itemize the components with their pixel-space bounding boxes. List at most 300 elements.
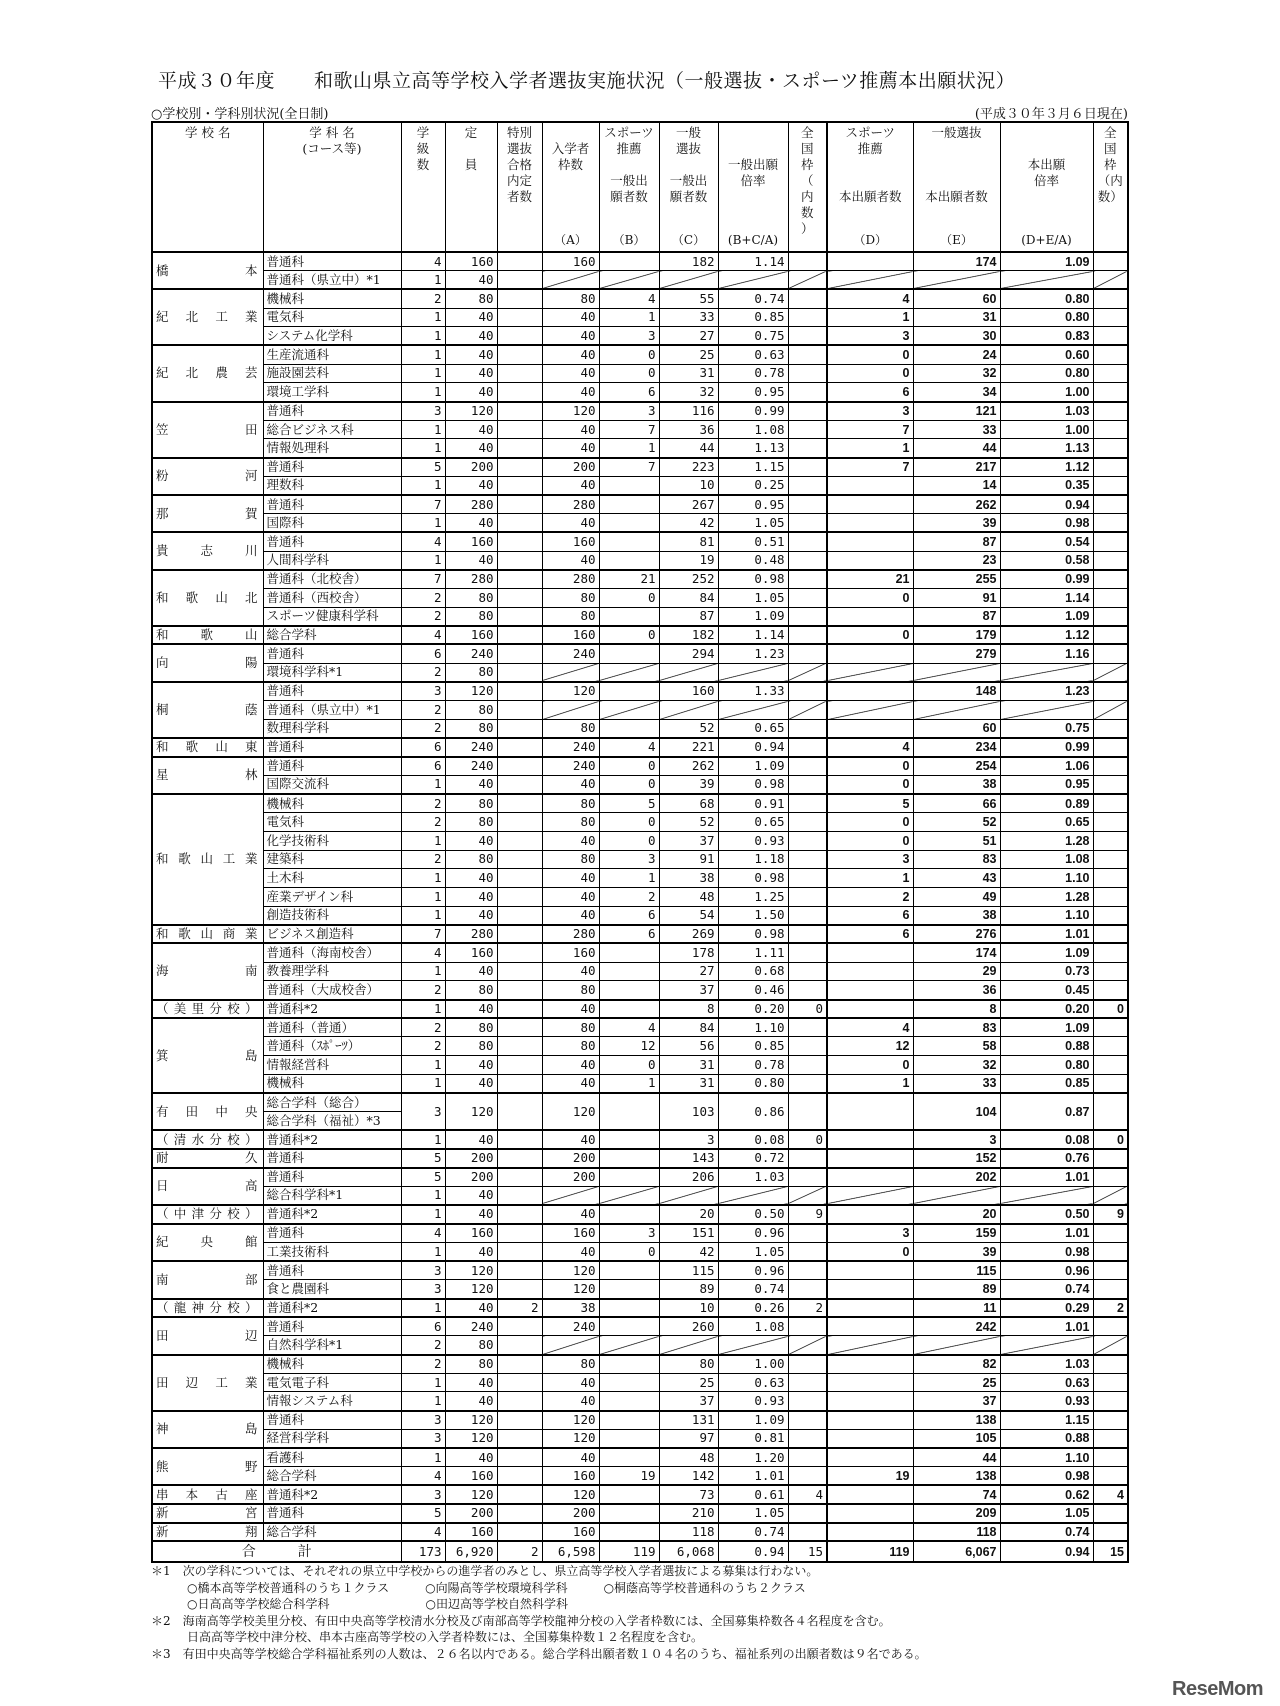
- cell-general-e: 148: [913, 682, 1000, 701]
- cell-quota-a: 120: [542, 402, 599, 421]
- cell-national-1: [788, 476, 827, 495]
- cell-general-e: 43: [913, 869, 1000, 888]
- cell-national-1: [788, 906, 827, 925]
- cell-national-2: [1093, 719, 1128, 738]
- cell-general-c: 97: [659, 1429, 718, 1448]
- cell-national-2: [1093, 1504, 1128, 1523]
- cell-general-e: 234: [913, 738, 1000, 757]
- cell-sports-b: 21: [599, 570, 659, 589]
- school-name: 耐久: [152, 1149, 263, 1168]
- cell-special-admits: [497, 1485, 542, 1504]
- cell-national-1: [788, 495, 827, 514]
- not-applicable-cell: [913, 1336, 1000, 1355]
- cell-capacity: 200: [445, 1168, 497, 1187]
- cell-general-e: 39: [913, 514, 1000, 533]
- cell-national-1: [788, 981, 827, 1000]
- column-header-box: [447, 125, 496, 247]
- cell-ratio-1: 1.20: [718, 1448, 788, 1467]
- cell-special-admits: [497, 327, 542, 346]
- cell-sports-b: [599, 1373, 659, 1392]
- cell-classes: 6: [401, 644, 445, 663]
- cell-special-admits: [497, 850, 542, 869]
- cell-ratio-2: 1.01: [1000, 1168, 1093, 1187]
- department-name: 普通科*2: [263, 1485, 401, 1504]
- cell-quota-a: 240: [542, 757, 599, 776]
- cell-capacity: 40: [445, 831, 497, 850]
- cell-general-c: 37: [659, 831, 718, 850]
- table-row: [152, 962, 1128, 981]
- cell-sports-d: [827, 943, 913, 962]
- cell-ratio-2: 0.35: [1000, 476, 1093, 495]
- cell-ratio-1: 0.61: [718, 1485, 788, 1504]
- cell-sports-d: 0: [827, 345, 913, 364]
- cell-national-2: [1093, 476, 1128, 495]
- cell-national-1: [788, 289, 827, 308]
- cell-classes: 4: [401, 1224, 445, 1243]
- column-header-box: [265, 125, 400, 247]
- cell-sports-d: 3: [827, 1224, 913, 1243]
- cell-national-1: [788, 252, 827, 271]
- cell-national-2: [1093, 1467, 1128, 1486]
- department-name: 普通科: [263, 682, 401, 701]
- cell-national-1: [788, 1224, 827, 1243]
- table-row: [152, 1000, 1128, 1019]
- cell-special-admits: [497, 1355, 542, 1374]
- cell-national-1: [788, 1467, 827, 1486]
- cell-special-admits: [497, 1149, 542, 1168]
- cell-capacity: 40: [445, 1242, 497, 1261]
- cell-ratio-1: 1.03: [718, 1168, 788, 1187]
- cell-ratio-2: 0.80: [1000, 364, 1093, 383]
- cell-general-e: 87: [913, 607, 1000, 626]
- cell-special-admits: [497, 514, 542, 533]
- cell-sports-b: [599, 962, 659, 981]
- cell-special-admits: [497, 271, 542, 290]
- cell-sports-d: 0: [827, 626, 913, 645]
- column-header-box: [154, 125, 262, 247]
- cell-sports-b: 1: [599, 308, 659, 327]
- cell-general-c: 262: [659, 757, 718, 776]
- cell-national-2: [1093, 345, 1128, 364]
- cell-special-admits: [497, 775, 542, 794]
- department-name: 情報経営科: [263, 1056, 401, 1075]
- cell-national-2: [1093, 682, 1128, 701]
- cell-general-c: 116: [659, 402, 718, 421]
- cell-sports-b: [599, 644, 659, 663]
- cell-sports-b: 6: [599, 925, 659, 944]
- cell-general-c: 3: [659, 1130, 718, 1149]
- cell-sports-b: [599, 1168, 659, 1187]
- cell-general-e: 60: [913, 719, 1000, 738]
- cell-national-2: [1093, 1429, 1128, 1448]
- cell-sports-b: [599, 1429, 659, 1448]
- cell-general-e: 118: [913, 1523, 1000, 1542]
- cell-national-2: [1093, 458, 1128, 477]
- not-applicable-cell: [599, 663, 659, 682]
- cell-sports-b: 5: [599, 794, 659, 813]
- cell-special-admits: [497, 887, 542, 906]
- cell-sports-b: 119: [599, 1541, 659, 1562]
- table-caption: ○学校別・学科別状況(全日制): [151, 107, 329, 122]
- cell-capacity: 120: [445, 1485, 497, 1504]
- cell-capacity: 40: [445, 775, 497, 794]
- cell-quota-a: 120: [542, 1411, 599, 1430]
- cell-capacity: 80: [445, 794, 497, 813]
- column-header: [152, 122, 263, 252]
- cell-general-e: 24: [913, 345, 1000, 364]
- cell-ratio-2: 0.45: [1000, 981, 1093, 1000]
- cell-ratio-2: 0.58: [1000, 551, 1093, 570]
- cell-ratio-2: 1.09: [1000, 252, 1093, 271]
- cell-special-admits: [497, 869, 542, 888]
- cell-classes: 2: [401, 719, 445, 738]
- cell-general-c: 25: [659, 345, 718, 364]
- cell-sports-b: [599, 1392, 659, 1411]
- cell-classes: 4: [401, 532, 445, 551]
- department-name: 環境工学科: [263, 383, 401, 402]
- cell-classes: 1: [401, 383, 445, 402]
- cell-quota-a: 200: [542, 1149, 599, 1168]
- cell-ratio-2: 0.94: [1000, 495, 1093, 514]
- cell-classes: 7: [401, 495, 445, 514]
- not-applicable-cell: [1093, 663, 1128, 682]
- cell-ratio-2: 0.98: [1000, 1242, 1093, 1261]
- school-name: 和歌山: [152, 626, 263, 645]
- cell-capacity: 240: [445, 1317, 497, 1336]
- cell-quota-a: 200: [542, 458, 599, 477]
- cell-classes: 2: [401, 588, 445, 607]
- school-name: 粉河: [152, 458, 263, 495]
- cell-national-2: [1093, 981, 1128, 1000]
- cell-general-e: 179: [913, 626, 1000, 645]
- cell-sports-d: [827, 1392, 913, 1411]
- not-applicable-cell: [659, 1336, 718, 1355]
- cell-national-1: [788, 364, 827, 383]
- cell-sports-b: [599, 1523, 659, 1542]
- school-name: 貴志川: [152, 532, 263, 569]
- cell-capacity: 200: [445, 1149, 497, 1168]
- table-row: [152, 1411, 1128, 1430]
- cell-general-c: 19: [659, 551, 718, 570]
- school-name: 那賀: [152, 495, 263, 532]
- cell-capacity: 280: [445, 570, 497, 589]
- cell-sports-d: [827, 719, 913, 738]
- cell-capacity: 200: [445, 1504, 497, 1523]
- department-name: 生産流通科: [263, 345, 401, 364]
- column-header: [401, 122, 445, 252]
- cell-national-2: [1093, 962, 1128, 981]
- cell-national-1: [788, 532, 827, 551]
- cell-capacity: 40: [445, 887, 497, 906]
- table-row: [152, 1242, 1128, 1261]
- cell-national-2: [1093, 327, 1128, 346]
- cell-national-2: [1093, 420, 1128, 439]
- cell-sports-d: [827, 532, 913, 551]
- cell-ratio-2: 0.89: [1000, 794, 1093, 813]
- school-name: 南部: [152, 1261, 263, 1298]
- cell-capacity: 40: [445, 420, 497, 439]
- cell-capacity: 80: [445, 1037, 497, 1056]
- cell-national-2: [1093, 831, 1128, 850]
- cell-general-e: 58: [913, 1037, 1000, 1056]
- cell-ratio-1: 0.98: [718, 570, 788, 589]
- cell-national-2: 2: [1093, 1299, 1128, 1318]
- cell-quota-a: 80: [542, 1355, 599, 1374]
- cell-sports-b: 7: [599, 420, 659, 439]
- cell-special-admits: [497, 1093, 542, 1130]
- table-row: [152, 663, 1128, 682]
- cell-sports-d: 0: [827, 813, 913, 832]
- cell-sports-b: [599, 532, 659, 551]
- school-name: 橋本: [152, 252, 263, 289]
- department-name: 自然科学科*1: [263, 1336, 401, 1355]
- cell-classes: 1: [401, 514, 445, 533]
- cell-ratio-2: 1.03: [1000, 402, 1093, 421]
- cell-ratio-1: 1.09: [718, 1411, 788, 1430]
- table-row: [152, 308, 1128, 327]
- not-applicable-cell: [718, 1336, 788, 1355]
- cell-national-2: [1093, 1261, 1128, 1280]
- cell-ratio-1: 1.05: [718, 514, 788, 533]
- table-row: [152, 1448, 1128, 1467]
- cell-special-admits: [497, 794, 542, 813]
- cell-general-c: 178: [659, 943, 718, 962]
- table-row: [152, 271, 1128, 290]
- cell-quota-a: 40: [542, 1373, 599, 1392]
- cell-national-1: [788, 551, 827, 570]
- cell-ratio-1: 1.15: [718, 458, 788, 477]
- cell-ratio-2: 1.09: [1000, 1018, 1093, 1037]
- department-name: 国際交流科: [263, 775, 401, 794]
- cell-classes: 1: [401, 1392, 445, 1411]
- column-header-label: 一般出願 倍率: [727, 157, 778, 188]
- cell-special-admits: [497, 1242, 542, 1261]
- cell-ratio-1: 1.05: [718, 588, 788, 607]
- cell-general-c: 56: [659, 1037, 718, 1056]
- table-row: [152, 1467, 1128, 1486]
- cell-general-e: 52: [913, 813, 1000, 832]
- cell-ratio-1: 0.85: [718, 1037, 788, 1056]
- not-applicable-cell: [1000, 701, 1093, 720]
- footnote-line: ＊1 次の学科については、それぞれの県立中学校からの進学者のみとし、県立高等学校入学者選抜による募集は行わない。: [151, 1564, 819, 1578]
- school-name: 神島: [152, 1411, 263, 1448]
- table-row: [152, 1056, 1128, 1075]
- table-row: [152, 551, 1128, 570]
- cell-ratio-2: 0.98: [1000, 514, 1093, 533]
- cell-ratio-2: 1.03: [1000, 1355, 1093, 1374]
- cell-national-2: [1093, 906, 1128, 925]
- school-name: （清水分校）: [152, 1130, 263, 1149]
- footnote-line: ＊2 海南高等学校美里分校、有田中央高等学校清水分校及び南部高等学校龍神分校の入学者枠数には、全国募集枠数各４名程度を含む。: [151, 1613, 891, 1628]
- cell-national-1: [788, 1168, 827, 1187]
- cell-general-c: 39: [659, 775, 718, 794]
- cell-general-c: 37: [659, 1392, 718, 1411]
- department-name: 普通科（大成校舎）: [263, 981, 401, 1000]
- not-applicable-cell: [542, 701, 599, 720]
- cell-ratio-2: 1.10: [1000, 906, 1093, 925]
- department-name: 普通科: [263, 644, 401, 663]
- cell-ratio-1: 0.85: [718, 308, 788, 327]
- cell-quota-a: 160: [542, 1224, 599, 1243]
- cell-classes: 1: [401, 364, 445, 383]
- cell-national-2: [1093, 551, 1128, 570]
- cell-ratio-2: 0.74: [1000, 1280, 1093, 1299]
- cell-classes: 1: [401, 775, 445, 794]
- cell-general-c: 31: [659, 1056, 718, 1075]
- table-row: [152, 869, 1128, 888]
- cell-sports-d: [827, 962, 913, 981]
- cell-ratio-2: 0.08: [1000, 1130, 1093, 1149]
- cell-quota-a: 280: [542, 925, 599, 944]
- not-applicable-cell: [913, 663, 1000, 682]
- column-header-box: [1002, 125, 1092, 247]
- cell-sports-b: 7: [599, 458, 659, 477]
- cell-quota-a: 40: [542, 1000, 599, 1019]
- cell-capacity: 80: [445, 719, 497, 738]
- cell-ratio-1: 0.68: [718, 962, 788, 981]
- department-name: 普通科: [263, 738, 401, 757]
- cell-national-2: [1093, 1355, 1128, 1374]
- cell-special-admits: [497, 813, 542, 832]
- cell-ratio-2: 1.01: [1000, 925, 1093, 944]
- department-name: 普通科（西校舎）: [263, 588, 401, 607]
- cell-capacity: 80: [445, 701, 497, 720]
- cell-ratio-2: 1.10: [1000, 1448, 1093, 1467]
- table-row: [152, 887, 1128, 906]
- table-row: [152, 794, 1128, 813]
- cell-ratio-2: 1.12: [1000, 626, 1093, 645]
- cell-special-admits: [497, 626, 542, 645]
- cell-capacity: 80: [445, 813, 497, 832]
- not-applicable-cell: [659, 271, 718, 290]
- cell-quota-a: 40: [542, 962, 599, 981]
- cell-capacity: 160: [445, 252, 497, 271]
- cell-general-c: 143: [659, 1149, 718, 1168]
- cell-national-1: 15: [788, 1541, 827, 1562]
- cell-general-e: 87: [913, 532, 1000, 551]
- cell-classes: 4: [401, 626, 445, 645]
- cell-general-c: 206: [659, 1168, 718, 1187]
- cell-national-2: [1093, 850, 1128, 869]
- school-name: 和歌山東: [152, 738, 263, 757]
- cell-classes: 1: [401, 420, 445, 439]
- cell-special-admits: [497, 1000, 542, 1019]
- cell-ratio-1: 0.63: [718, 345, 788, 364]
- cell-sports-d: [827, 514, 913, 533]
- not-applicable-cell: [1093, 1336, 1128, 1355]
- cell-sports-d: 1: [827, 869, 913, 888]
- cell-general-c: 36: [659, 420, 718, 439]
- cell-sports-b: [599, 1280, 659, 1299]
- cell-national-1: [788, 1392, 827, 1411]
- cell-general-c: 37: [659, 981, 718, 1000]
- cell-sports-b: [599, 1000, 659, 1019]
- cell-quota-a: 80: [542, 981, 599, 1000]
- cell-general-c: 48: [659, 887, 718, 906]
- department-name: 情報処理科: [263, 439, 401, 458]
- cell-general-e: 38: [913, 906, 1000, 925]
- cell-national-2: [1093, 1242, 1128, 1261]
- not-applicable-cell: [1000, 271, 1093, 290]
- cell-sports-d: [827, 682, 913, 701]
- cell-general-e: 91: [913, 588, 1000, 607]
- cell-capacity: 40: [445, 962, 497, 981]
- cell-quota-a: 80: [542, 607, 599, 626]
- column-header-formula: (D+E/A): [1021, 233, 1072, 247]
- department-name: 普通科（北校舎）: [263, 570, 401, 589]
- cell-capacity: 40: [445, 906, 497, 925]
- page-title: 平成３０年度 和歌山県立高等学校入学者選抜実施状況（一般選抜・スポーツ推薦本出願状況）: [158, 70, 1016, 92]
- not-applicable-cell: [827, 271, 913, 290]
- cell-ratio-1: 1.08: [718, 420, 788, 439]
- school-name: 紀北工業: [152, 289, 263, 345]
- school-name: 和歌山商業: [152, 925, 263, 944]
- cell-sports-b: 0: [599, 588, 659, 607]
- cell-classes: 2: [401, 813, 445, 832]
- cell-quota-a: 240: [542, 1317, 599, 1336]
- cell-general-e: 34: [913, 383, 1000, 402]
- cell-national-2: [1093, 887, 1128, 906]
- cell-sports-d: [827, 1261, 913, 1280]
- cell-capacity: 280: [445, 925, 497, 944]
- cell-special-admits: [497, 1018, 542, 1037]
- table-row: [152, 682, 1128, 701]
- department-name: 普通科（ｽﾎﾟｰﾂ）: [263, 1037, 401, 1056]
- cell-capacity: 160: [445, 943, 497, 962]
- department-name: 理数科: [263, 476, 401, 495]
- school-name: 海南: [152, 943, 263, 999]
- column-header-box: [544, 125, 598, 247]
- total-row: [152, 1541, 1128, 1562]
- cell-classes: 1: [401, 831, 445, 850]
- column-header: [913, 122, 1000, 252]
- column-header-label: スポーツ 推薦 一般出 願者数: [604, 125, 654, 204]
- cell-national-2: [1093, 252, 1128, 271]
- table-row: [152, 327, 1128, 346]
- school-name: 串本古座: [152, 1485, 263, 1504]
- cell-national-2: [1093, 925, 1128, 944]
- cell-national-2: [1093, 869, 1128, 888]
- department-name: 電気電子科: [263, 1373, 401, 1392]
- cell-quota-a: 6,598: [542, 1541, 599, 1562]
- cell-national-2: [1093, 439, 1128, 458]
- cell-capacity: 80: [445, 1018, 497, 1037]
- table-row: [152, 1429, 1128, 1448]
- cell-quota-a: 40: [542, 906, 599, 925]
- cell-capacity: 120: [445, 682, 497, 701]
- cell-general-c: 25: [659, 1373, 718, 1392]
- column-header-label: 全 国 枠 （内数）: [1097, 125, 1123, 204]
- cell-special-admits: [497, 1168, 542, 1187]
- cell-classes: 6: [401, 757, 445, 776]
- table-row: [152, 532, 1128, 551]
- cell-general-e: 83: [913, 850, 1000, 869]
- cell-ratio-1: 0.74: [718, 289, 788, 308]
- cell-ratio-1: 0.80: [718, 1074, 788, 1093]
- cell-general-c: 142: [659, 1467, 718, 1486]
- department-name: 機械科: [263, 794, 401, 813]
- column-header: [1000, 122, 1093, 252]
- cell-special-admits: [497, 308, 542, 327]
- cell-classes: 4: [401, 1523, 445, 1542]
- cell-sports-d: [827, 1429, 913, 1448]
- cell-capacity: 80: [445, 663, 497, 682]
- cell-quota-a: 40: [542, 775, 599, 794]
- cell-quota-a: 40: [542, 1205, 599, 1224]
- cell-sports-d: [827, 607, 913, 626]
- cell-general-e: 25: [913, 1373, 1000, 1392]
- cell-ratio-1: 0.98: [718, 925, 788, 944]
